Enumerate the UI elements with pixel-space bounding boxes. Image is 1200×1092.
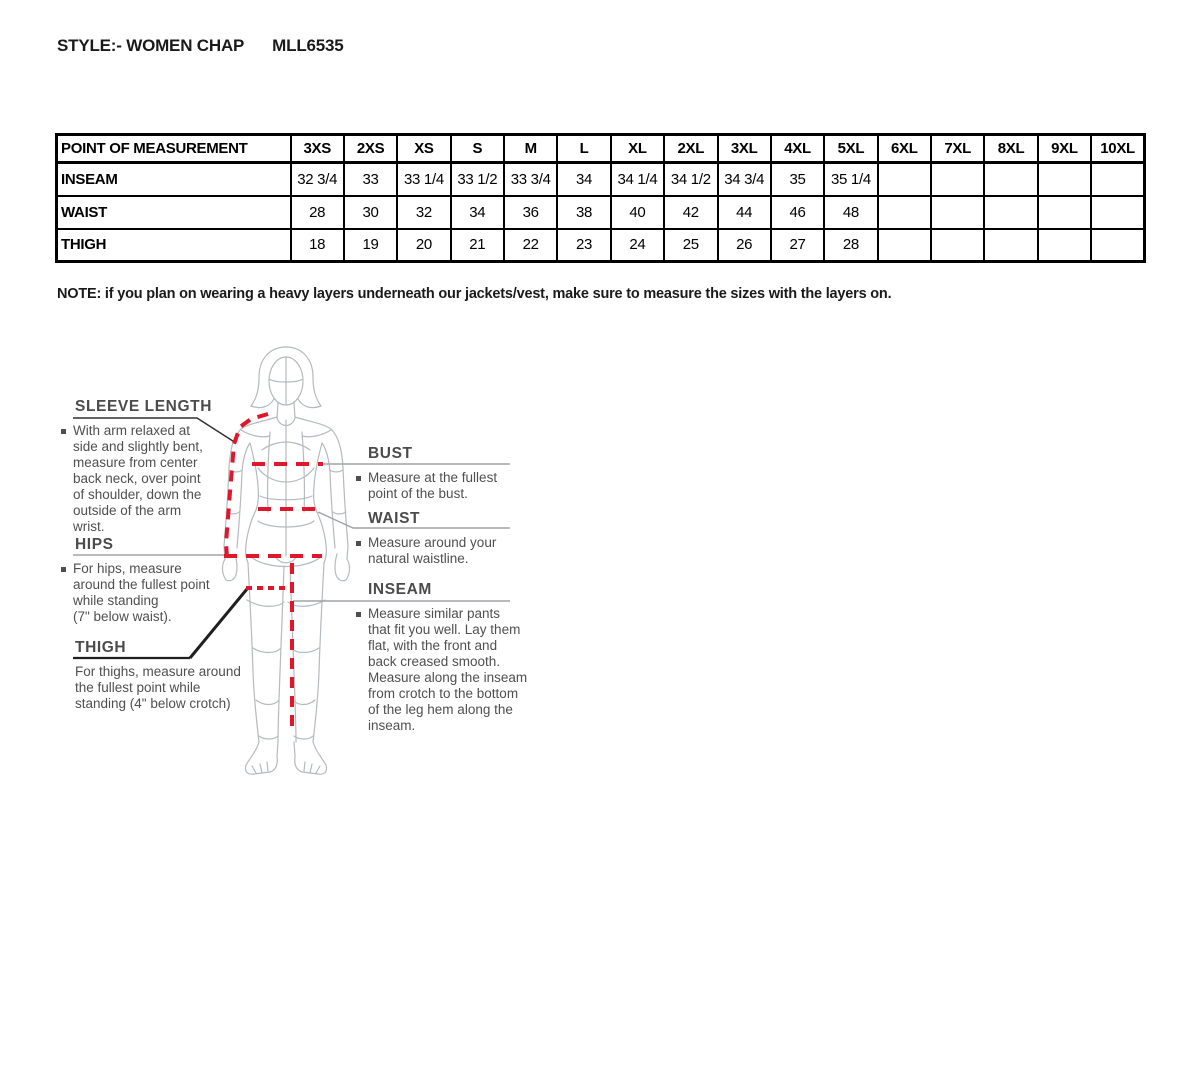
guide-description: [368, 606, 527, 734]
guide-text-line: Measure similar pants: [368, 606, 501, 621]
col-header-6xl: 6XL: [878, 135, 931, 163]
col-header-4xl: 4XL: [771, 135, 824, 163]
guide-description: [368, 470, 497, 502]
guide-description: [73, 561, 210, 625]
size-cell: [878, 229, 931, 262]
size-cell: 34 3/4: [718, 163, 771, 196]
size-cell: 40: [611, 196, 664, 229]
page-title: [57, 36, 344, 56]
guide-description: [73, 423, 203, 535]
col-header-m: M: [504, 135, 557, 163]
guide-text-line: With arm relaxed at: [73, 423, 191, 438]
guide-text-line: from crotch to the bottom: [368, 686, 519, 701]
col-header-2xs: 2XS: [344, 135, 397, 163]
size-cell: 26: [718, 229, 771, 262]
size-cell: 23: [557, 229, 610, 262]
guide-text-line: flat, with the front and: [368, 638, 498, 653]
guide-heading-thigh: THIGH: [75, 639, 127, 656]
guide-text-line: point of the bust.: [368, 486, 468, 501]
col-header-10xl: 10XL: [1091, 135, 1144, 163]
bullet-square-icon: [61, 567, 66, 572]
guide-text-line: inseam.: [368, 718, 416, 733]
guide-text-line: Measure around your: [368, 535, 497, 550]
size-cell: 33 1/2: [451, 163, 504, 196]
col-header-xl: XL: [611, 135, 664, 163]
size-cell: 33: [344, 163, 397, 196]
guide-text-line: that fit you well. Lay them: [368, 622, 521, 637]
size-cell: [878, 163, 931, 196]
table-row-thigh: [57, 229, 1145, 262]
size-cell: 22: [504, 229, 557, 262]
guide-heading-hips: HIPS: [75, 536, 114, 553]
row-label: WAIST: [57, 196, 291, 229]
guide-text-line: Measure along the inseam: [368, 670, 528, 685]
size-cell: 25: [664, 229, 717, 262]
size-cell: 34: [557, 163, 610, 196]
size-cell: 24: [611, 229, 664, 262]
bullet-square-icon: [61, 429, 66, 434]
guide-waist: [368, 510, 538, 567]
guide-text-line: For hips, measure: [73, 561, 182, 576]
style-code: MLL6535: [272, 36, 344, 55]
table-row-inseam: [57, 163, 1145, 196]
row-label: INSEAM: [57, 163, 291, 196]
size-cell: 28: [824, 229, 877, 262]
size-cell: [931, 229, 984, 262]
size-cell: [1038, 196, 1091, 229]
size-cell: 36: [504, 196, 557, 229]
size-table-header-row: [57, 135, 1145, 163]
size-cell: [1091, 196, 1144, 229]
guide-heading-bust: BUST: [368, 445, 413, 462]
guide-text-line: standing (4" below crotch): [75, 696, 231, 711]
guide-hips: [75, 536, 265, 625]
size-cell: 27: [771, 229, 824, 262]
guide-inseam: [368, 581, 548, 734]
guide-text-line: side and slightly bent,: [73, 439, 203, 454]
size-cell: 21: [451, 229, 504, 262]
col-header-5xl: 5XL: [824, 135, 877, 163]
note-text: NOTE: if you plan on wearing a heavy layers underneath our jackets/vest, make sure to measure the sizes with the layers on.: [57, 286, 892, 302]
guide-thigh: [75, 639, 285, 712]
guide-text-line: outside of the arm: [73, 503, 182, 518]
guide-text-line: the fullest point while: [75, 680, 201, 695]
col-header-9xl: 9XL: [1038, 135, 1091, 163]
guide-heading-waist: WAIST: [368, 510, 421, 527]
size-cell: 38: [557, 196, 610, 229]
size-cell: [931, 196, 984, 229]
style-label: STYLE:- WOMEN CHAP: [57, 36, 245, 55]
bullet-square-icon: [356, 476, 361, 481]
size-cell: 48: [824, 196, 877, 229]
size-table-container: [55, 133, 1146, 263]
size-cell: [1038, 229, 1091, 262]
guide-text-line: measure from center: [73, 455, 198, 470]
size-cell: [984, 196, 1037, 229]
size-cell: 32: [397, 196, 450, 229]
guide-text-line: For thighs, measure around: [75, 664, 241, 679]
size-cell: 34 1/2: [664, 163, 717, 196]
size-table: [55, 133, 1146, 263]
size-cell: 44: [718, 196, 771, 229]
row-label: THIGH: [57, 229, 291, 262]
col-header-xs: XS: [397, 135, 450, 163]
size-cell: 42: [664, 196, 717, 229]
size-cell: 35 1/4: [824, 163, 877, 196]
size-table-body: [57, 163, 1145, 262]
size-cell: 19: [344, 229, 397, 262]
col-header-s: S: [451, 135, 504, 163]
col-header-3xl: 3XL: [718, 135, 771, 163]
size-cell: 20: [397, 229, 450, 262]
size-cell: 30: [344, 196, 397, 229]
size-cell: 18: [291, 229, 344, 262]
size-cell: 34 1/4: [611, 163, 664, 196]
size-cell: 46: [771, 196, 824, 229]
guide-description: [75, 664, 241, 712]
col-header-point-of-measurement: POINT OF MEASUREMENT: [57, 135, 291, 163]
size-cell: [984, 163, 1037, 196]
guide-description: [368, 535, 496, 567]
size-cell: 33 1/4: [397, 163, 450, 196]
size-cell: [878, 196, 931, 229]
guide-text-line: of shoulder, down the: [73, 487, 202, 502]
guide-text-line: back creased smooth.: [368, 654, 501, 669]
guide-bust: [368, 445, 538, 502]
guide-text-line: wrist.: [73, 519, 105, 534]
size-cell: [931, 163, 984, 196]
guide-text-line: of the leg hem along the: [368, 702, 513, 717]
col-header-2xl: 2XL: [664, 135, 717, 163]
guide-text-line: (7" below waist).: [73, 609, 172, 624]
guide-text-line: back neck, over point: [73, 471, 201, 486]
guide-text-line: natural waistline.: [368, 551, 469, 566]
size-cell: [1038, 163, 1091, 196]
guide-text-line: Measure at the fullest: [368, 470, 498, 485]
size-cell: 32 3/4: [291, 163, 344, 196]
col-header-l: L: [557, 135, 610, 163]
size-cell: 34: [451, 196, 504, 229]
guide-sleeve-length: [75, 398, 265, 535]
bullet-square-icon: [356, 612, 361, 617]
size-cell: 35: [771, 163, 824, 196]
guide-text-line: while standing: [73, 593, 159, 608]
size-cell: [984, 229, 1037, 262]
guide-heading-inseam: INSEAM: [368, 581, 432, 598]
size-cell: 33 3/4: [504, 163, 557, 196]
col-header-7xl: 7XL: [931, 135, 984, 163]
guide-text-line: around the fullest point: [73, 577, 210, 592]
table-row-waist: [57, 196, 1145, 229]
guide-heading-sleeve-length: SLEEVE LENGTH: [75, 398, 212, 415]
size-cell: [1091, 163, 1144, 196]
size-cell: [1091, 229, 1144, 262]
size-cell: 28: [291, 196, 344, 229]
bullet-square-icon: [356, 541, 361, 546]
col-header-8xl: 8XL: [984, 135, 1037, 163]
col-header-3xs: 3XS: [291, 135, 344, 163]
